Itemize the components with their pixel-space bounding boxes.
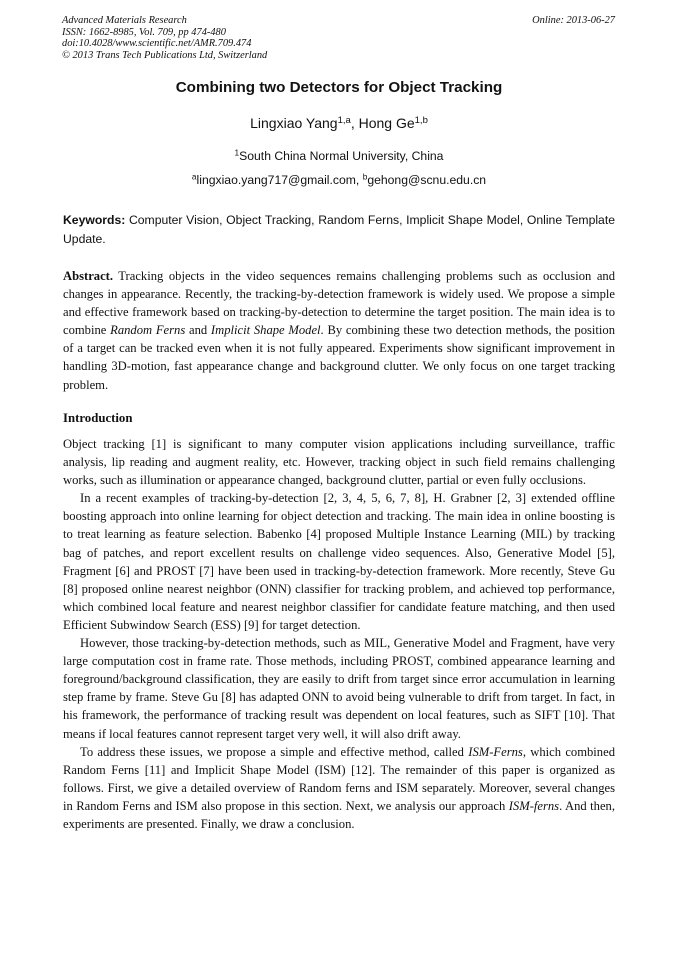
intro-text: , which combined Random Ferns [11] and Implicit Shape Model (ISM) [12]. The remainder of this paper is organized as follows. First, we give a detailed overview of Random ferns and ISM separately. Moreover, several changes in Random Ferns and ISM also propose in this section. Next, we analysis our approach	[63, 744, 615, 813]
copyright-line: © 2013 Trans Tech Publications Ltd, Switzerland	[62, 49, 268, 61]
paper-title: Combining two Detectors for Object Tracking	[175, 79, 503, 96]
abstract-emphasis: Implicit Shape Model	[210, 323, 321, 338]
intro-emphasis: ISM-ferns	[508, 798, 560, 813]
keywords-text: Computer Vision, Object Tracking, Random Ferns, Implicit Shape Model, Online Template Update.	[63, 213, 615, 246]
email-mark: b	[362, 171, 368, 182]
email-address[interactable]: lingxiao.yang717@gmail.com	[196, 173, 356, 187]
abstract	[63, 267, 615, 394]
online-date: Online: 2013-06-27	[532, 15, 615, 26]
author-affil-mark: 1,b	[414, 114, 428, 126]
email-list	[0, 173, 678, 187]
section-heading-introduction: Introduction	[63, 411, 133, 425]
abstract-label: Abstract.	[63, 269, 114, 283]
email-separator: ,	[355, 173, 363, 187]
keywords	[63, 211, 615, 249]
introduction-body	[63, 435, 615, 833]
author-separator: ,	[350, 115, 359, 131]
affiliation-mark: 1	[234, 147, 240, 158]
intro-paragraph: In a recent examples of tracking-by-detection [2, 3, 4, 5, 6, 7, 8], H. Grabner [2, 3] extended offline boosting approach into online learning for object detection and tracking. The main idea in online boosting is to treat learning as feature selection. Babenko [4] proposed Multiple Instance Learning (MIL) by tracking bag of patches, and report excellent results on challenge video sequences. Also, Generative Model [5], Fragment [6] and PROST [7] have been used in tracking-by-detection framework. More recently, Steve Gu [8] proposed online nearest neighbor (ONN) classifier for tracking problem, and achieved top performance, which combined local feature and nearest neighbor classifier for candidate feature matching, and then used Efficient Subwindow Search (ESS) [9] for target detection.	[63, 491, 615, 632]
intro-paragraph: Object tracking [1] is significant to many computer vision applications including surveillance, traffic analysis, lip reading and augment reality, etc. However, tracking object in such field remains challenging works, such as illumination or appearance changed, background clutter, partial or even fully occlusions.	[63, 437, 615, 488]
intro-text: . And then, experiments are presented. Finally, we draw a conclusion.	[63, 798, 615, 831]
doi-line: doi:10.4028/www.scientific.net/AMR.709.474	[62, 38, 252, 50]
intro-text: To address these issues, we propose a simple and effective method, called	[80, 744, 469, 759]
abstract-text: Tracking objects in the video sequences remains challenging problems such as occlusion and changes in appearance. Recently, the tracking-by-detection framework is widely used. We propose a simple and effective framework based on tracking-by-detection to determine the target position. The main idea is to combine	[63, 269, 615, 338]
email-address[interactable]: gehong@scnu.edu.cn	[367, 173, 487, 187]
intro-paragraph	[63, 743, 615, 833]
keywords-label: Keywords:	[63, 213, 126, 227]
author-name: Hong Ge	[358, 115, 415, 131]
abstract-text: and	[185, 323, 211, 338]
affiliation	[0, 149, 678, 163]
affiliation-text: South China Normal University, China	[239, 149, 444, 163]
author-name: Lingxiao Yang	[250, 115, 338, 131]
intro-emphasis: ISM-Ferns	[468, 744, 523, 759]
journal-header	[62, 15, 267, 61]
author-affil-mark: 1,a	[337, 114, 351, 126]
abstract-text: . By combining these two detection methods, the position of a target can be tracked even when it is not fully appeared. Experiments show significant improvement in handling 3D-motion, fast appearance change and background clutter. We only focus on one target tracking problem.	[63, 323, 615, 392]
issn-line: ISSN: 1662-8985, Vol. 709, pp 474-480	[62, 26, 226, 38]
abstract-emphasis: Random Ferns	[110, 323, 186, 338]
email-mark: a	[191, 171, 197, 182]
author-list	[0, 115, 678, 131]
journal-name: Advanced Materials Research	[62, 15, 187, 26]
intro-paragraph: However, those tracking-by-detection methods, such as MIL, Generative Model and Fragment, have very large computation cost in frame rate. Those methods, including PROST, combined appearance learning and foreground/background classification, they are easily to drift from target since error accumulation in learning step frame by frame. Steve Gu [8] has adapted ONN to avoid being vulnerable to drift from target. In fact, in his framework, the performance of tracking result was dependent on local features, such as SIFT [10]. That means if local features cannot represent target very well, it will also drift away.	[63, 636, 615, 741]
